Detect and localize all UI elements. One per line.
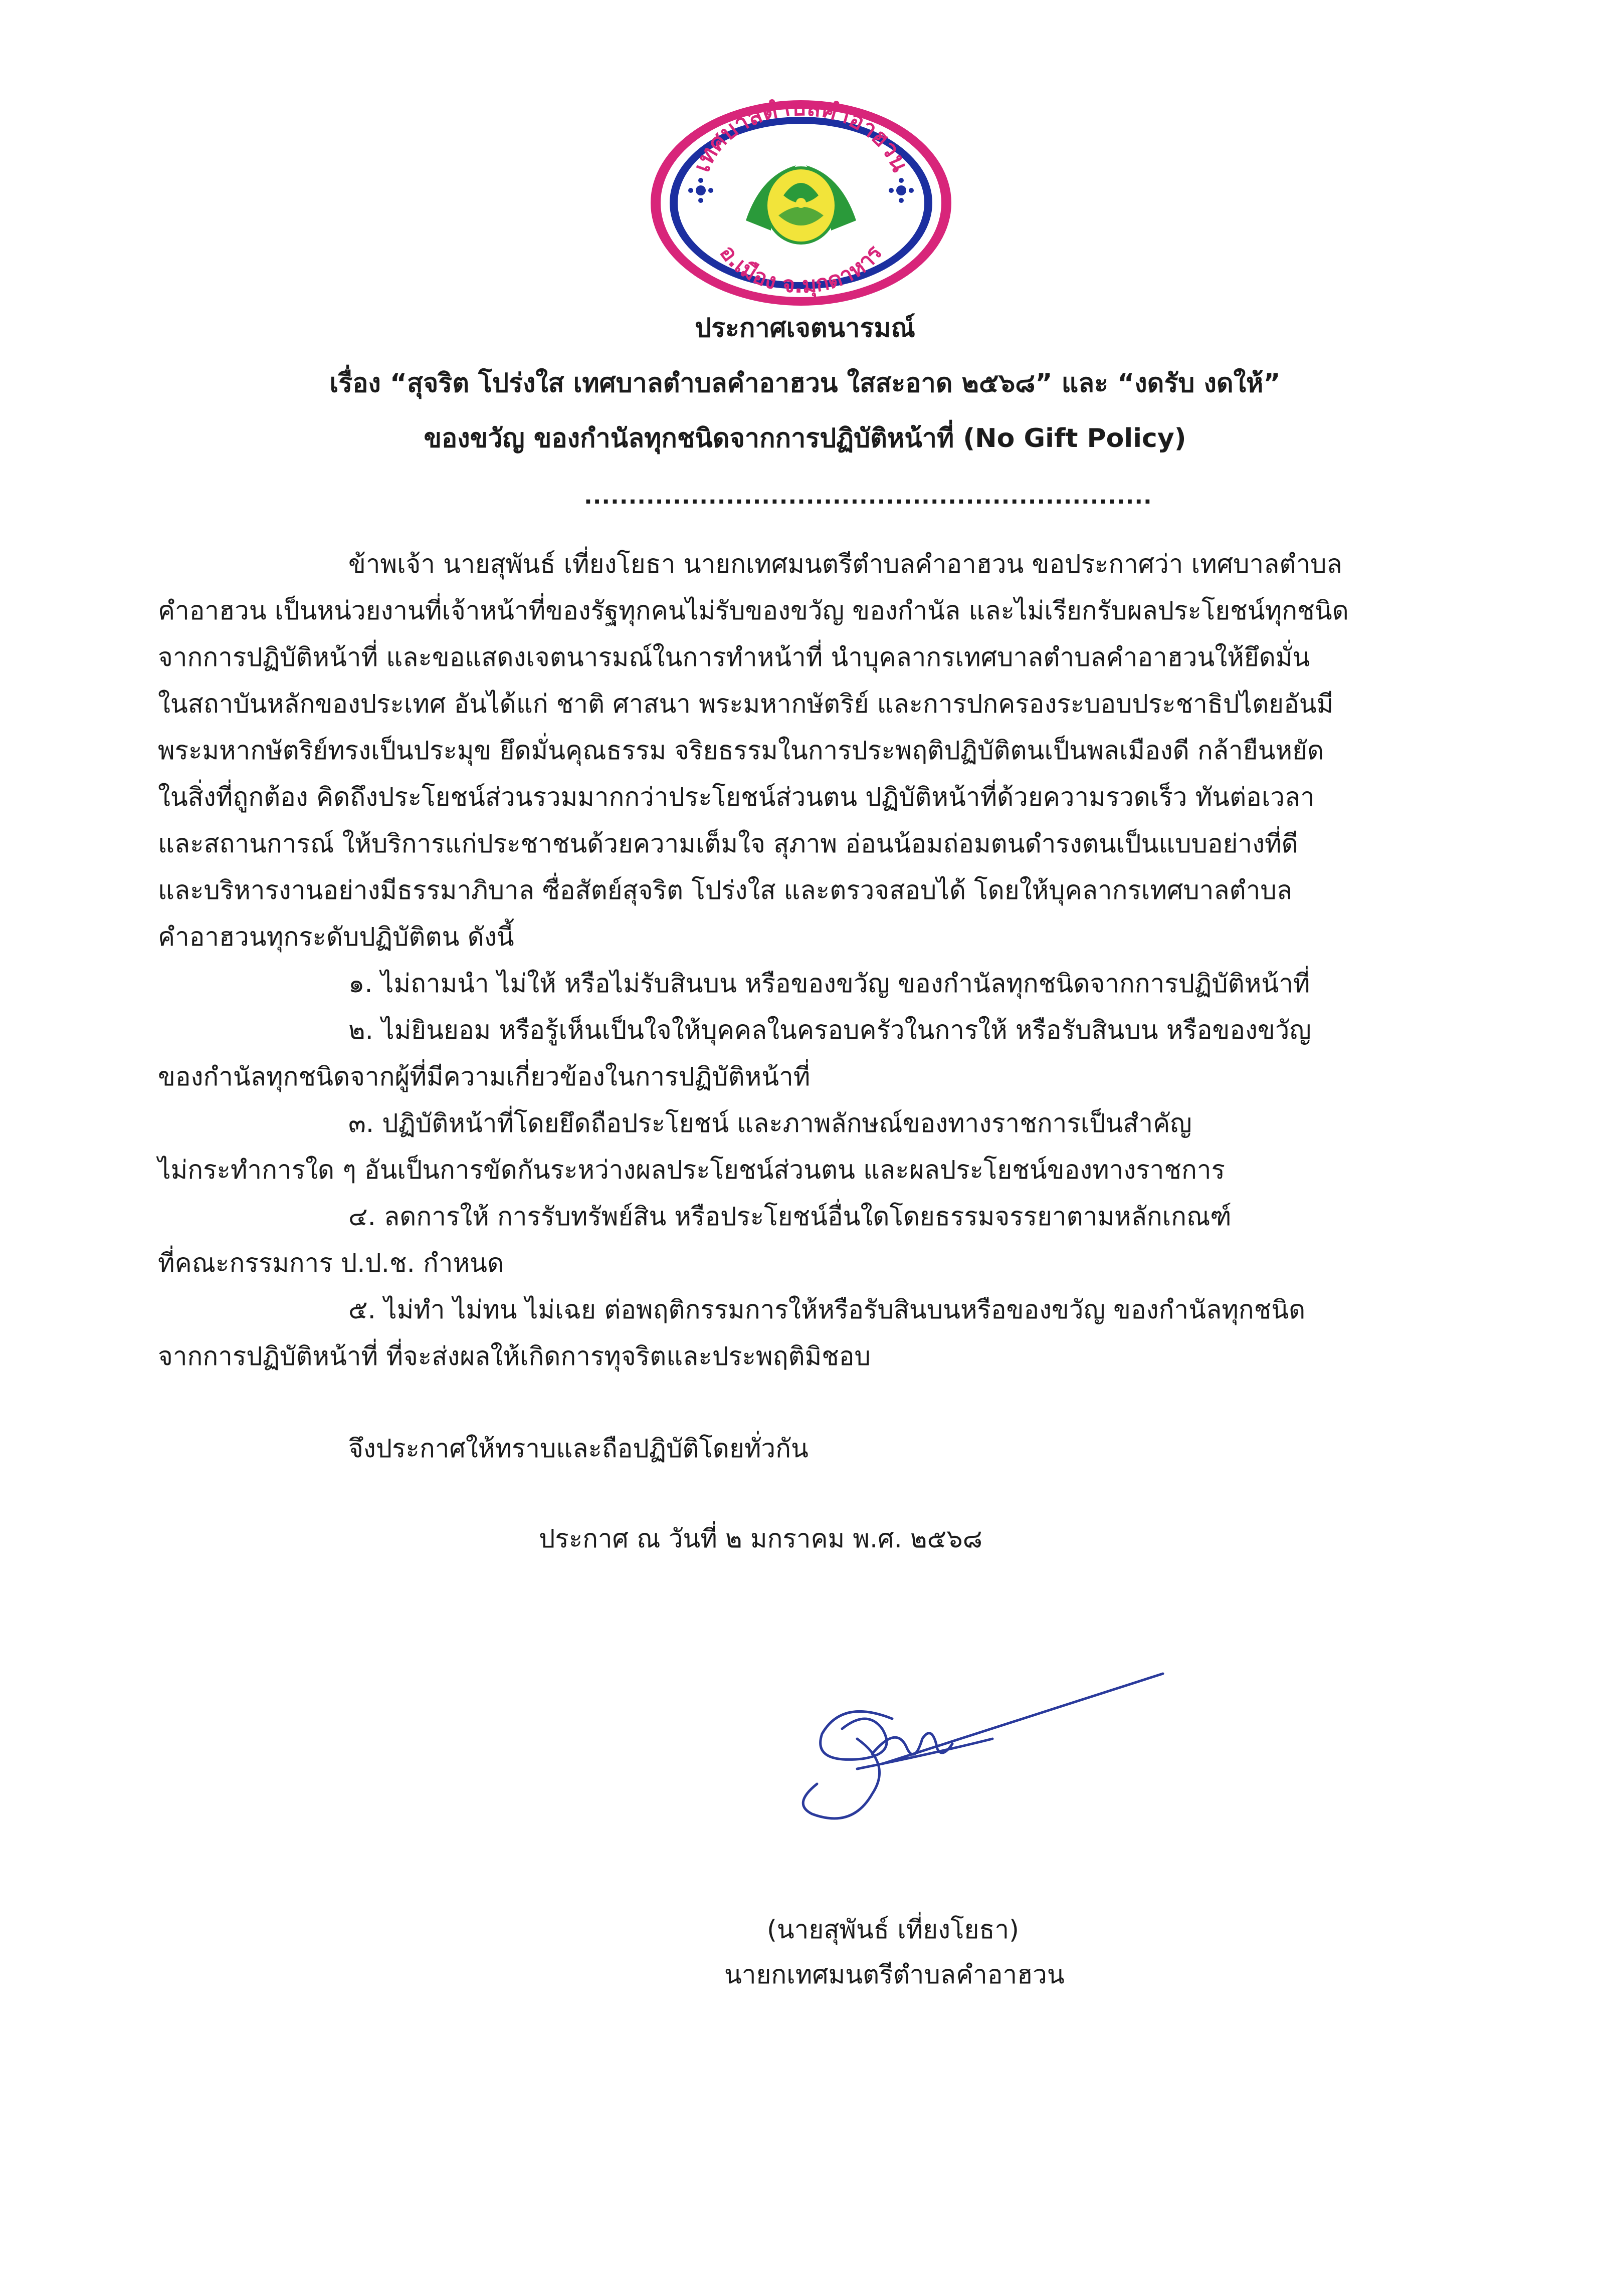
- intro-line: และสถานการณ์ ให้บริการแก่ประชาชนด้วยความเต็มใจ สุภาพ อ่อนน้อมถ่อมตนดำรงตนเป็นแบบอย่างที่ดี: [158, 829, 1298, 859]
- document-subject-line-2: ของขวัญ ของกำนัลทุกชนิดจากการปฏิบัติหน้าที่ (No Gift Policy): [424, 423, 1186, 453]
- list-item-continuation: ของกำนัลทุกชนิดจากผู้ที่มีความเกี่ยวข้องในการปฏิบัติหน้าที่: [158, 1062, 811, 1092]
- seal-emblem-icon: [646, 95, 956, 311]
- list-item: ๑. ไม่ถามนำ ไม่ให้ หรือไม่รับสินบน หรือของขวัญ ของกำนัลทุกชนิดจากการปฏิบัติหน้าที่: [348, 969, 1310, 999]
- intro-line: และบริหารงานอย่างมีธรรมาภิบาล ซื่อสัตย์สุจริต โปร่งใส และตรวจสอบได้ โดยให้บุคลากรเทศบาลตำบล: [158, 876, 1292, 905]
- signature-icon: [782, 1664, 1163, 1854]
- intro-line: ข้าพเจ้า นายสุพันธ์ เที่ยงโยธา นายกเทศมนตรีตำบลคำอาฮวน ขอประกาศว่า เทศบาลตำบล: [348, 550, 1342, 579]
- intro-line: พระมหากษัตริย์ทรงเป็นประมุข ยึดมั่นคุณธรรม จริยธรรมในการประพฤติปฏิบัติตนเป็นพลเมืองดี กล้ายืนหยัด: [158, 736, 1324, 766]
- list-item: ๒. ไม่ยินยอม หรือรู้เห็นเป็นใจให้บุคคลในครอบครัวในการให้ หรือรับสินบน หรือของขวัญ: [348, 1016, 1311, 1045]
- list-item-continuation: ไม่กระทำการใด ๆ อันเป็นการขัดกันระหว่างผลประโยชน์ส่วนตน และผลประโยชน์ของทางราชการ: [158, 1156, 1225, 1185]
- signature: [782, 1664, 1163, 1854]
- closing-statement: จึงประกาศให้ทราบและถือปฏิบัติโดยทั่วกัน: [348, 1434, 809, 1464]
- list-item-continuation: จากการปฏิบัติหน้าที่ ที่จะส่งผลให้เกิดการทุจริตและประพฤติมิชอบ: [158, 1342, 871, 1371]
- list-item-continuation: ที่คณะกรรมการ ป.ป.ช. กำหนด: [158, 1249, 504, 1278]
- intro-line: คำอาฮวน เป็นหน่วยงานที่เจ้าหน้าที่ของรัฐทุกคนไม่รับของขวัญ ของกำนัล และไม่เรียกรับผลประโยชน์ทุกชนิด: [158, 596, 1349, 626]
- signatory-name: (นายสุพันธ์ เที่ยงโยธา): [767, 1915, 1020, 1945]
- list-item: ๓. ปฏิบัติหน้าที่โดยยึดถือประโยชน์ และภาพลักษณ์ของทางราชการเป็นสำคัญ: [348, 1109, 1192, 1138]
- document-title: ประกาศเจตนารมณ์: [695, 313, 915, 343]
- seal-top-text: เทศบาลตำบลคำอาฮวน: [688, 95, 914, 176]
- intro-line: คำอาฮวนทุกระดับปฏิบัติตน ดังนี้: [158, 923, 514, 952]
- announcement-date: ประกาศ ณ วันที่ ๒ มกราคม พ.ศ. ๒๕๖๘: [539, 1524, 982, 1554]
- intro-line: จากการปฏิบัติหน้าที่ และขอแสดงเจตนารมณ์ในการทำหน้าที่ นำบุคลากรเทศบาลตำบลคำอาฮวนให้ยึดมั่น: [158, 643, 1310, 672]
- municipality-seal: [646, 95, 956, 311]
- seal-bottom-text: อ.เมือง จ.มุกดาหาร: [714, 240, 888, 299]
- intro-line: ในสถาบันหลักของประเทศ อันได้แก่ ชาติ ศาสนา พระมหากษัตริย์ และการปกครองระบอบประชาธิปไตยอันมี: [158, 690, 1334, 719]
- document-subject-line-1: เรื่อง “สุจริต โปร่งใส เทศบาลตำบลคำอาฮวน ใสสะอาด ๒๕๖๘” และ “งดรับ งดให้”: [329, 368, 1281, 398]
- intro-line: ในสิ่งที่ถูกต้อง คิดถึงประโยชน์ส่วนรวมมากกว่าประโยชน์ส่วนตน ปฏิบัติหน้าที่ด้วยความรวดเร็ว ทันต่อเวลา: [158, 783, 1315, 812]
- title-separator: ................................................................: [584, 484, 1152, 509]
- list-item: ๕. ไม่ทำ ไม่ทน ไม่เฉย ต่อพฤติกรรมการให้หรือรับสินบนหรือของขวัญ ของกำนัลทุกชนิด: [348, 1295, 1306, 1325]
- list-item: ๔. ลดการให้ การรับทรัพย์สิน หรือประโยชน์อื่นใดโดยธรรมจรรยาตามหลักเกณฑ์: [348, 1202, 1232, 1232]
- signatory-position: นายกเทศมนตรีตำบลคำอาฮวน: [724, 1960, 1065, 1990]
